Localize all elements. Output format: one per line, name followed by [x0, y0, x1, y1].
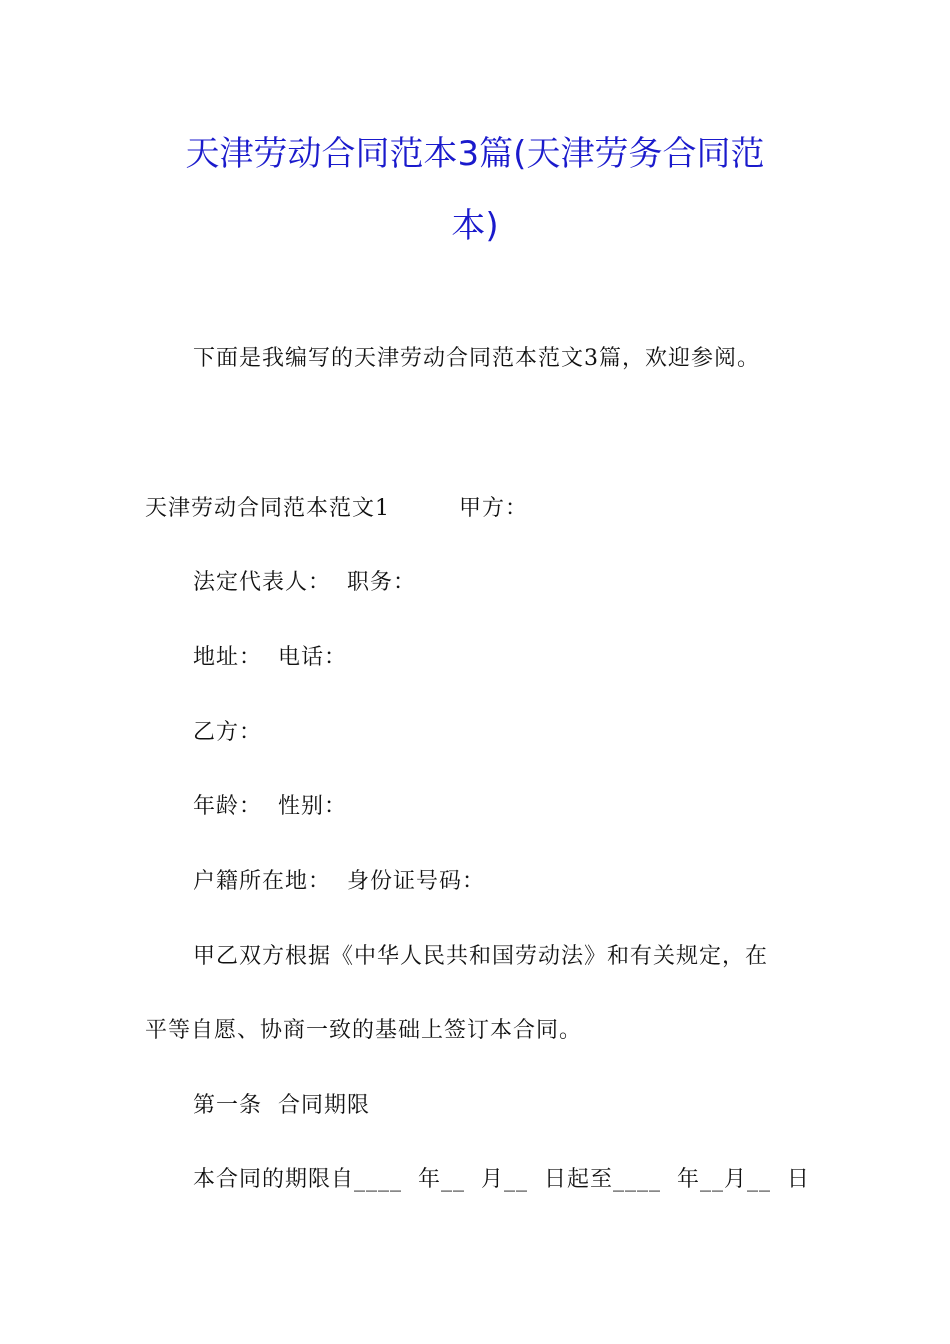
- field-household-id: 户籍所在地： 身份证号码：: [193, 869, 485, 894]
- article-1-heading: 第一条 合同期限: [193, 1093, 370, 1118]
- section-heading: 天津劳动合同范本范文1 甲方：: [145, 496, 528, 521]
- field-party-b: 乙方：: [193, 720, 263, 745]
- paragraph-1-line-1: 甲乙双方根据《中华人民共和国劳动法》和有关规定，在: [193, 944, 769, 969]
- document-title-line-2: 本): [451, 206, 499, 246]
- intro-paragraph: 下面是我编写的天津劳动合同范本范文3篇，欢迎参阅。: [193, 346, 760, 371]
- document-title-line-1: 天津劳动合同范本3篇(天津劳务合同范: [185, 134, 765, 174]
- field-legal-representative: 法定代表人： 职务：: [193, 570, 416, 595]
- article-1-line-1: 本合同的期限自____ 年__ 月__ 日起至____ 年__月__ 日: [193, 1167, 810, 1192]
- field-age-gender: 年龄： 性别：: [193, 794, 347, 819]
- paragraph-1-line-2: 平等自愿、协商一致的基础上签订本合同。: [145, 1018, 583, 1043]
- field-address-phone: 地址： 电话：: [193, 645, 347, 670]
